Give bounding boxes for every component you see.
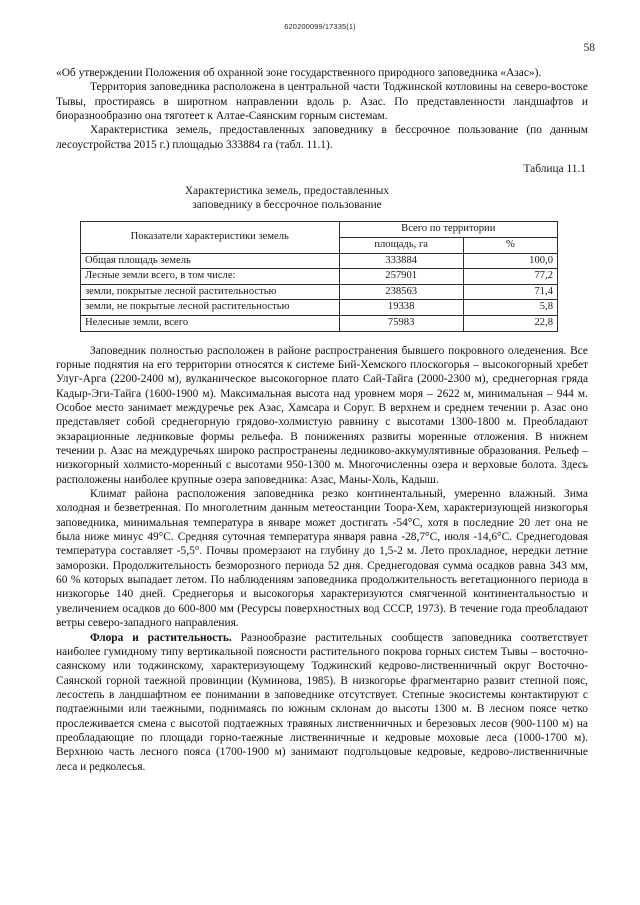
row-area: 257901 (339, 269, 463, 285)
header-total-territory: Всего по территории (339, 222, 557, 238)
paragraph-decree-title: «Об утверждении Положения об охранной зоне государственного природного заповедника «Азас»). (56, 67, 542, 79)
row-percent: 5,8 (463, 300, 557, 316)
flora-section-body: Разнообразие растительных сообществ заповедника соответствует наиболее гумидному типу вертикальной поясности растительного покрова горных систем Тывы – восточно-саянскому или тоджинскому, характеризующему Тоджинский кедрово-лиственничный округ Восточно-Саянской горной таежной провинции (Куминова, 1985). В низкогорье фрагментарно развит степной пояс, лесостепь в ландшафтном ее понимании в заповеднике отсутствует. Степные экосистемы контактируют с подтаежными или таежными, поднимаясь по южным склонам до высоты 1300 м. В лесном поясе четко прослеживается смена с высотой подтаежных травяных лиственничных и березовых лесов (900-1100 м) на преобладающие по площади горно-таежные лиственничные и кедровые моховые леса (1000-1700 м). Верхнюю часть лесного пояса (1700-1900 м) занимают подгольцовые кедровые, кедрово-лиственничные леса и редколесья. (56, 631, 588, 773)
row-area: 333884 (339, 253, 463, 269)
header-indicator: Показатели характеристики земель (81, 222, 340, 253)
row-area: 238563 (339, 284, 463, 300)
table-number-label: Таблица 11.1 (523, 163, 586, 176)
table-row (81, 269, 558, 285)
table-body (81, 253, 558, 331)
row-percent: 22,8 (463, 316, 557, 332)
table-header-row-1 (81, 222, 558, 238)
row-area: 19338 (339, 300, 463, 316)
table-row (81, 284, 558, 300)
flora-section-heading: Флора и растительность. (90, 631, 232, 644)
row-label: Лесные земли всего, в том числе: (81, 269, 340, 285)
row-percent: 71,4 (463, 284, 557, 300)
paragraph-climate: Климат района расположения заповедника резко континентальный, умеренно влажный. Зима холодная и безветренная. По многолетним данным метеостанции Тоора-Хем, характеризующей низкогорья заповедника, минимальная температура в январе может достигать -54°С, хотя в последние 20 лет она не была ниже минус 49°С. Средняя суточная температура января равна -28,7°С, июля -14,6°С. Среднегодовая температура составляет -5,5°. Почвы промерзают на глубину до 1,5-2 м. Лето прохладное, нередки летние заморозки. Продолжительность безморозного периода 52 дня. Среднегодовая сумма осадков равна 343 мм, 60 % которых выпадает летом. По наблюдениям заповедника продолжительность вегетационного периода в низкогорье 140 дней. Среднегорья и высокогорья характеризуются смягченной континентальностью и увеличением осадков до 600-800 мм (Ресурсы поверхностных вод СССР, 1973). В течение года преобладают ветры северо-западного направления. (56, 488, 588, 630)
row-label: Общая площадь земель (81, 253, 340, 269)
row-label: земли, покрытые лесной растительностью (81, 284, 340, 300)
row-percent: 100,0 (463, 253, 557, 269)
table-row (81, 316, 558, 332)
table-title-line-2: заповеднику в бессрочное пользование (192, 199, 382, 212)
row-percent: 77,2 (463, 269, 557, 285)
paragraph-glaciation-relief: Заповедник полностью расположен в районе распространения бывшего покровного оледенения. Все горные поднятия на его территории относятся к системе Бий-Хемского плоскогорья – высокогорный хребет Улуг-Арга (2200-2400 м), вулканическое высокогорное плато Сай-Тайга (2000-2300 м), среднегорная гряда Кадыр-Эги-Тайга (1600-1900 м). Максимальная высота над уровнем моря – 2622 м, минимальная – 944 м. Особое место занимает междуречье рек Азас, Хамсара и Соруг. В верхнем и среднем течении р. Азас оно представляет собой среднегорную грядово-холмистую равнину с высотами 1300-1800 м. Преобладают экзарационные ледниковые формы рельефа. В понижениях развиты моренные отложения. В нижнем течении р. Азас на междуречьях широко распространены ледниково-аккумулятивные образования. Рельеф – низкогорный холмисто-моренный с высотами 950-1300 м. Многочисленны озера и верховые болота. Здесь расположены наиболее крупные озера заповедника: Азас, Маны-Холь, Кадыш. (56, 344, 588, 486)
row-area: 75983 (339, 316, 463, 332)
table-title-line-1: Характеристика земель, предоставленных (184, 185, 390, 198)
land-characteristics-table (80, 221, 558, 331)
table-row (81, 300, 558, 316)
page-content (56, 66, 588, 774)
page-number: 58 (583, 42, 595, 54)
paragraph-territory: Территория заповедника расположена в центральной части Тоджинской котловины на северо-востоке Тывы, простираясь в широтном направлении вдоль р. Азас. По представленности ландшафтов и биоразнообразию она тяготеет к Алтае-Саянским горным системам. (56, 81, 588, 123)
document-header-code: 620200099/17335(1) (284, 22, 356, 31)
header-percent: % (463, 238, 557, 254)
paragraph-flora-vegetation (56, 631, 588, 774)
paragraph-land-characteristics: Характеристика земель, предоставленных заповеднику в бессрочное пользование (по данным лесоустройства 2015 г.) площадью 333884 га (табл. 11.1). (56, 124, 588, 151)
header-area: площадь, га (339, 238, 463, 254)
table-title (56, 175, 588, 212)
row-label: земли, не покрытые лесной растительностью (81, 300, 340, 316)
row-label: Нелесные земли, всего (81, 316, 340, 332)
table-row (81, 253, 558, 269)
